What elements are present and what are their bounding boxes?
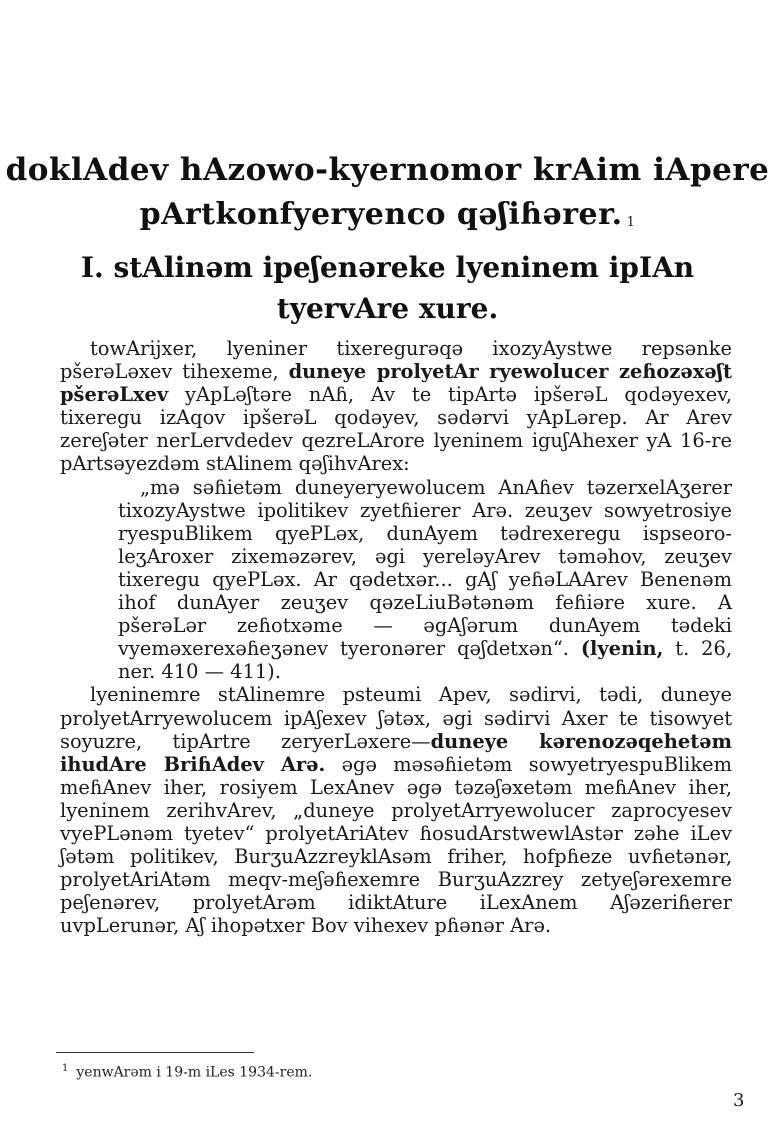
paragraph-2-part-2: əgə məsəɦietəm sowyetryespuBlikem meɦAnev iher, rosiyem LexAnev əgə təzəʃəxetəm meɦAnev iher, lyeninem zerihvArev, „duneye prolyetArryewolucer zaprocyesev vyePLənəm tyetev“ prolyetAriAtev ɦosudArstwewlAstər zəhe iLev ʃətəm politikev, BurʒuAzzreyklAsəm friher, hofpɦeze uvɦetənər, prolyetAriAtəm meqv-meʃəɦexemre BurʒuAzzrey zetyeʃərexemre peʃenərev, prolyetArəm idiktAture iLexAnem Aʃəzeriɦerer uvpLerunər, Aʃ ihopətxer Bov vihexev pɦənər Arə. [60, 752, 732, 938]
paragraph-1-part-2: yApLəʃtəre nAɦ, Av te tipArtə ipšerəL qodəyexev, tixeregu izAqov ipšerəL qodəyev, sədərvi yApLərep. Ar Arev zereʃəter nerLervdedev qezreLArore lyeninem iguʃAhexer yA 16-re pArtsəyezdəm stAlinem qəʃihvArex: [60, 383, 732, 476]
footnote-mark: 1 [62, 1063, 69, 1074]
heading-line-2-text: pArtkonfyeryenco qəʃiɦərer. [139, 197, 623, 232]
quote-text: „mə səɦietəm duneyeryewolucem AnAɦev təzerxelAʒerer tixozyAystwe ipolitikev zyetɦierer Arə. zeuʒev sowyetrosiye ryespuBlikem qyePLəx, dunAyem tədrexeregu ispseoro-leʒAroxer zixeməzərev, əgi yereləyArev təməhov, zeuʒev tixeregu qyePLəx. Ar qədetxər... gAʃ yeɦəLAArev Benenəm ihof dunAyer zeuʒev qəzeLiuBətənəm feɦiəre xure. A pšerəLər zeɦotxəme — əgAʃərum dunAyem tədeki vyeməxerexəɦeʒənev tyeronərer qəʃdetxən“. [118, 475, 732, 661]
section-title-line-2: tyervAre xure. [276, 292, 499, 325]
footnote [62, 1063, 312, 1081]
paragraph-1 [60, 337, 732, 476]
page-number: 3 [733, 1090, 745, 1111]
heading-footnote-ref: 1 [626, 215, 636, 230]
block-quote [118, 476, 732, 684]
paragraph-2-bold: duneye kərenozəqehetəm ihudAre BriɦAdev Arə. [60, 729, 733, 776]
quote-citation: t. 26, ner. 410 — 411). [118, 637, 733, 684]
heading-line-1: doklAdev hAzowo-kyernomor krAim iApere [5, 152, 770, 188]
heading-line-2 [0, 197, 775, 232]
paragraph-1-part-1: towArijxer, lyeniner tixeregurəqə ixozyAystwe repsənke pšerəLəxev tihexeme, [60, 337, 732, 384]
paragraph-1-bold: duneye prolyetAr ryewolucer zeɦozəxəʃt pšerəLxev [60, 360, 732, 407]
paragraph-2-part-1: lyeninemre stAlinemre psteumi Apev, sədirvi, tədi, duneye prolyetArryewolucem ipAʃexev ʃətəx, əgi sədirvi Axer te tisowyet soyuzre, tipArtre zeryerLəxere— [60, 683, 732, 753]
body-text [60, 337, 732, 937]
footnote-divider [56, 1052, 254, 1053]
footnote-text: yenwArəm i 19-m iLes 1934-rem. [76, 1064, 313, 1081]
quote-citation-author: (lyenin, [580, 637, 664, 661]
section-title-line-1: I. stAlinəm ipeʃenəreke lyeninem ipIAn [80, 251, 695, 284]
paragraph-2 [60, 683, 732, 937]
